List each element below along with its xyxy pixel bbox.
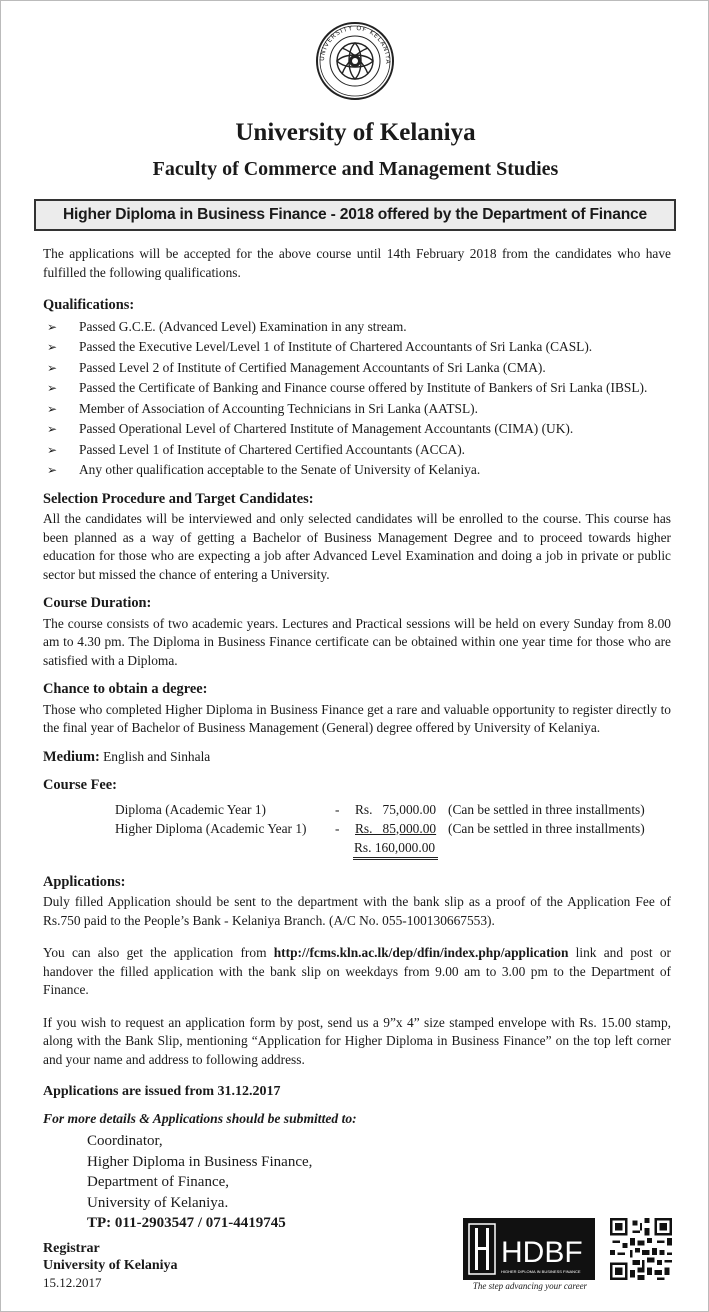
list-item: ➢ Passed Level 1 of Institute of Chartered Certified Accountants (ACCA). <box>43 441 671 460</box>
university-title: University of Kelaniya <box>235 119 476 146</box>
faculty-title: Faculty of Commerce and Management Studies <box>152 158 559 180</box>
list-item: ➢ Passed G.C.E. (Advanced Level) Examination in any stream. <box>43 318 671 337</box>
arrow-bullet-icon: ➢ <box>47 401 58 416</box>
fee-total: Rs. 160,000.00 <box>353 839 438 860</box>
main-content <box>43 245 671 1234</box>
qualifications-heading: Qualifications: <box>43 297 135 313</box>
arrow-bullet-icon: ➢ <box>47 422 58 436</box>
degree-heading: Chance to obtain a degree: <box>43 681 208 697</box>
list-item: ➢ Member of Association of Accounting Technicians in Sri Lanka (AATSL). <box>43 400 671 419</box>
arrow-bullet-icon: ➢ <box>47 381 58 395</box>
arrow-bullet-icon: ➢ <box>47 340 58 354</box>
application-link[interactable]: http://fcms.kln.ac.lk/dep/dfin/index.php/application <box>273 945 569 960</box>
list-item: ➢ Passed Level 2 of Institute of Certified Management Accountants of Sri Lanka (CMA). <box>43 359 671 378</box>
applications-paragraph-2: You can also get the application from http://fcms.kln.ac.lk/dep/dfin/index.php/application link and post or handover the filled application with the bank slip on weekdays from 9.00 am to 3.00 pm to the Department of Finance. <box>43 945 671 997</box>
applications-heading: Applications: <box>43 873 126 890</box>
postal-address: Coordinator, Higher Diploma in Business Finance, Department of Finance, University of Kelaniya. TP: 011-2903547 / 071-4419745 <box>87 1131 671 1234</box>
fee-heading: Course Fee: <box>43 777 117 793</box>
medium-value: English and Sinhala <box>103 748 211 764</box>
arrow-bullet-icon: ➢ <box>47 319 58 334</box>
list-item: ➢ Passed the Executive Level/Level 1 of Institute of Chartered Accountants of Sri Lanka (CASL). <box>43 338 671 357</box>
telephone-line: TP: 011-2903547 / 071-4419745 <box>87 1215 286 1231</box>
submission-heading: For more details & Applications should be submitted to: <box>43 1110 357 1126</box>
arrow-bullet-icon: ➢ <box>47 463 58 477</box>
list-item: ➢ Any other qualification acceptable to the Senate of University of Kelaniya. <box>43 461 671 480</box>
signatory-org: University of Kelaniya <box>43 1258 178 1273</box>
signatory-title: Registrar <box>43 1241 100 1256</box>
duration-heading: Course Duration: <box>43 595 152 611</box>
applications-paragraph-1: Duly filled Application should be sent to the department with the bank slip as a proof of the Application Fee of Rs.750 paid to the People’s Bank - Kelaniya Branch. (A/C No. 055-100130667553). <box>43 894 671 928</box>
list-item: ➢ Passed Operational Level of Chartered Institute of Management Accountants (CIMA) (UK). <box>43 420 671 439</box>
qualifications-list <box>43 318 671 480</box>
qr-code-icon[interactable] <box>610 1218 672 1280</box>
intro-paragraph: The applications will be accepted for the above course until 14th February 2018 from the candidates who have fulfilled the following qualifications. <box>43 246 671 280</box>
selection-heading: Selection Procedure and Target Candidates: <box>43 490 314 507</box>
university-seal-logo <box>315 21 395 101</box>
medium-line <box>43 748 671 767</box>
svg-text:HIGHER DIPLOMA IN BUSINESS FIN: HIGHER DIPLOMA IN BUSINESS FINANCE <box>501 1269 581 1274</box>
signature-date: 15.12.2017 <box>43 1275 102 1290</box>
applications-paragraph-3: If you wish to request an application form by post, send us a 9”x 4” size stamped envelope with Rs. 15.00 stamp, along with the Bank Slip, mentioning “Application for Higher Diploma in Business Finance” on the top left corner and your name and address to following address. <box>43 1014 671 1067</box>
fee-row-higher-diploma: Higher Diploma (Academic Year 1) - Rs. 85,000.00 (Can be settled in three installments) <box>115 820 645 836</box>
selection-paragraph: All the candidates will be interviewed and only selected candidates will be enrolled to the course. This course has been planned as a way of getting a Bachelor of Business Management Degree and to proceed towards higher education for those who are expecting a job after Advanced Level Examination and doing a job in private or public sector but missed the chance of entering a University. <box>43 511 671 582</box>
svg-text:HDBF: HDBF <box>501 1236 583 1269</box>
course-banner: Higher Diploma in Business Finance - 2018 offered by the Department of Finance <box>34 199 676 231</box>
issued-date-line: Applications are issued from 31.12.2017 <box>43 1084 281 1099</box>
medium-label: Medium: <box>43 748 100 765</box>
logo-tagline: The step advancing your career <box>472 1281 588 1291</box>
fee-row-diploma: Diploma (Academic Year 1) - Rs. 75,000.00 (Can be settled in three installments) <box>115 801 645 817</box>
list-item: ➢ Passed the Certificate of Banking and Finance course offered by Institute of Bankers of Sri Lanka (IBSL). <box>43 379 671 398</box>
signature-block <box>43 1240 178 1291</box>
arrow-bullet-icon: ➢ <box>47 360 58 375</box>
svg-text:UNIVERSITY OF KELANIYA: UNIVERSITY OF KELANIYA <box>318 24 392 65</box>
fee-table <box>43 801 671 863</box>
degree-paragraph: Those who completed Higher Diploma in Business Finance get a rare and valuable opportunity to register directly to the final year of Bachelor of Business Management (General) degree offered by University of Kelaniya. <box>43 701 671 735</box>
duration-paragraph: The course consists of two academic years. Lectures and Practical sessions will be held on every Sunday from 8.00 am to 4.30 pm. The Diploma in Business Finance certificate can be obtained within one year time for those who are satisfied with a Diploma. <box>43 615 671 668</box>
arrow-bullet-icon: ➢ <box>47 442 58 457</box>
